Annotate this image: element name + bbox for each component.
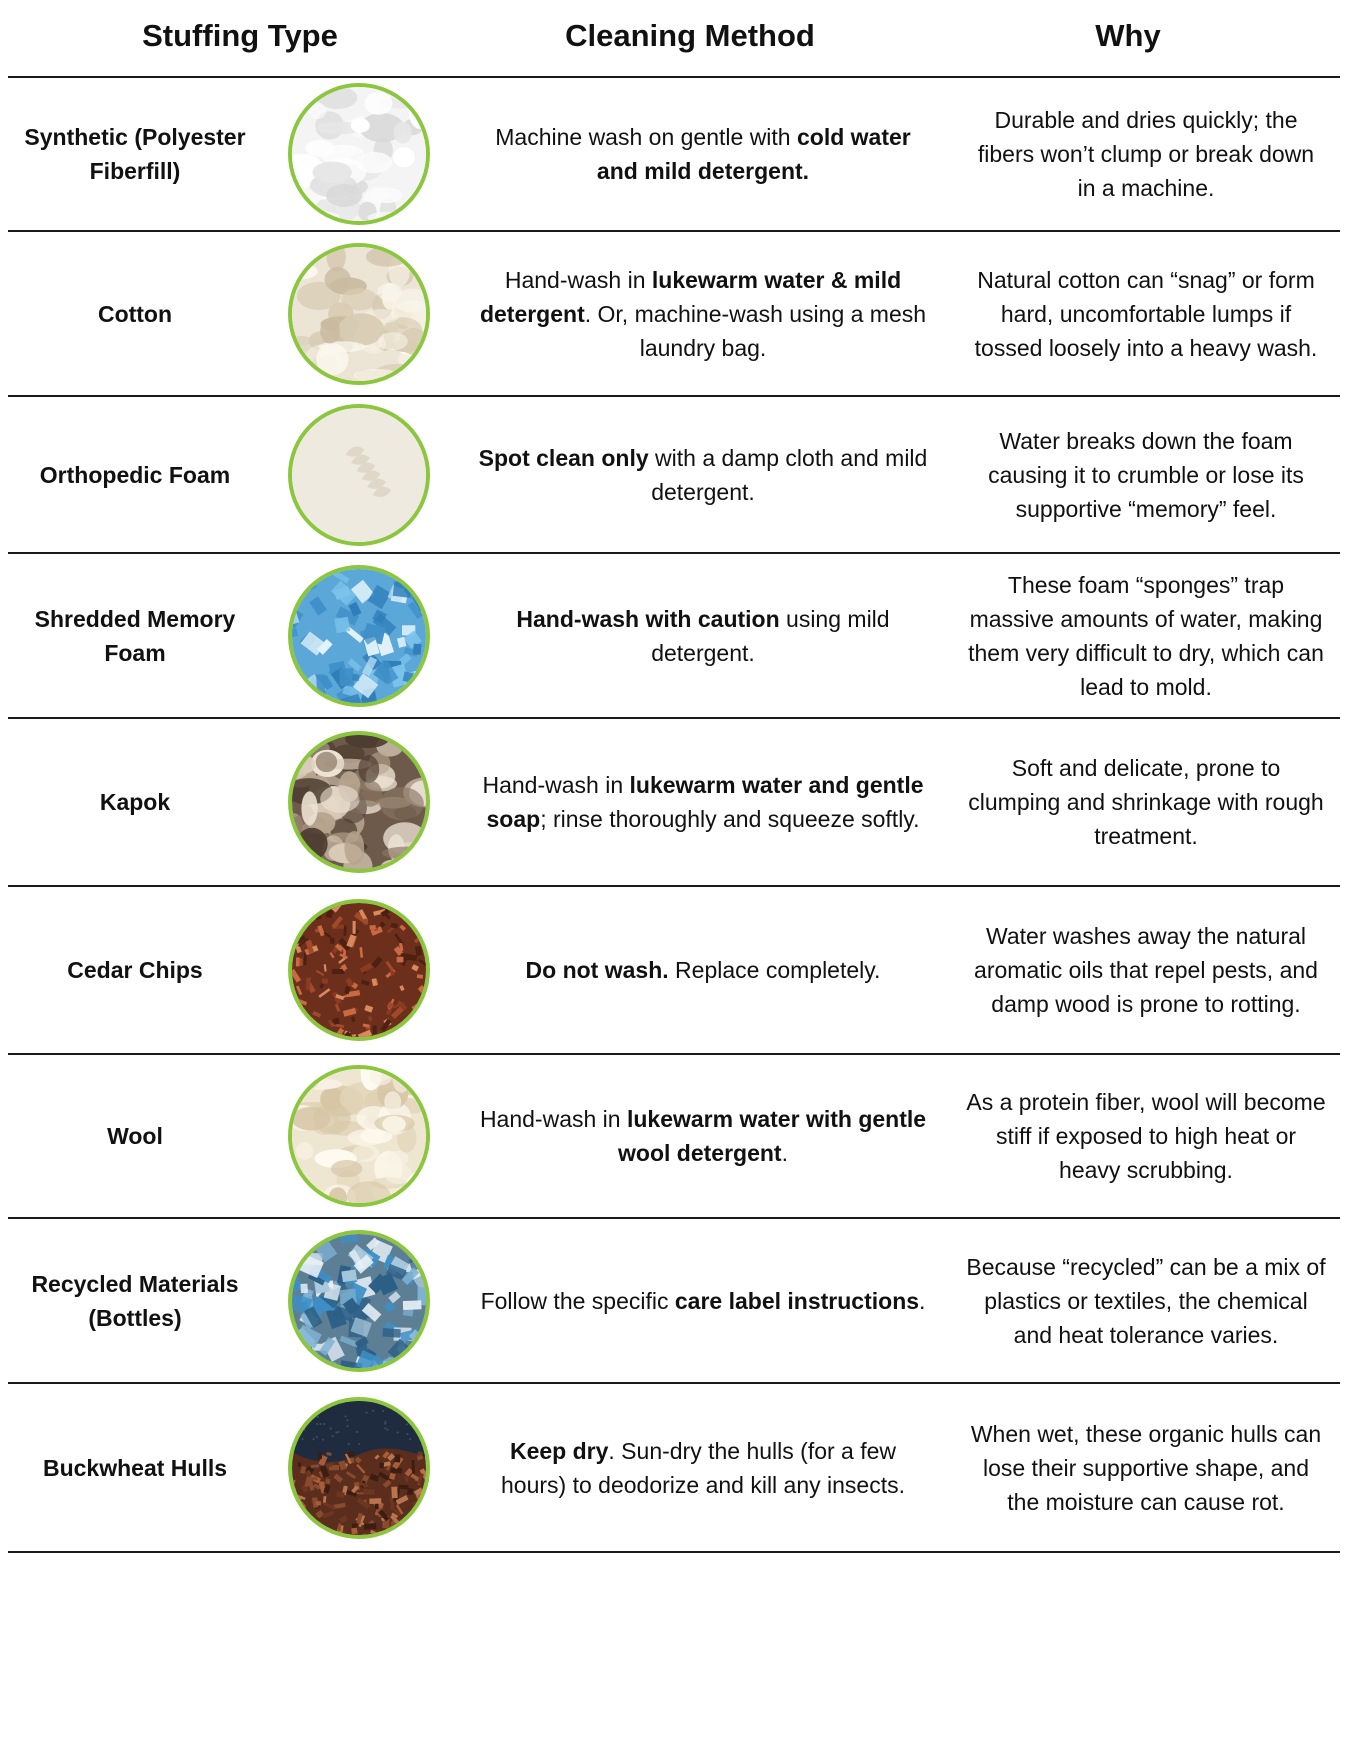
- method-text: Machine wash on gentle with: [495, 124, 797, 150]
- stuffing-image-cell: [282, 719, 436, 885]
- stuffing-image-cell: [282, 554, 436, 717]
- kapok-image: [288, 731, 430, 873]
- stuffing-type-label: Buckwheat Hulls: [42, 1454, 228, 1481]
- table-header: [0, 0, 1350, 84]
- method-text: . Or, machine-wash using a mesh laundry bag.: [584, 300, 927, 361]
- stuffing-type-label: Orthopedic Foam: [39, 461, 231, 488]
- stuffing-type-label: Cedar Chips: [67, 957, 203, 983]
- method-text: .: [781, 1140, 788, 1166]
- method-emphasis: Spot clean only: [478, 444, 649, 471]
- method-text: Hand-wash in: [504, 266, 652, 293]
- method-text: Follow the specific: [480, 1287, 675, 1314]
- stuffing-image-cell: [282, 397, 436, 552]
- method-emphasis: lukewarm water and gentle soap: [486, 772, 924, 832]
- stuffing-type-label: Synthetic (Polyester Fiberfill): [24, 124, 246, 184]
- table-row: [0, 554, 1350, 717]
- table-row: [0, 232, 1350, 395]
- why-text: As a protein fiber, wool will become stiff if exposed to high heat or heavy scrubbing.: [966, 1089, 1326, 1183]
- method-emphasis: Keep dry: [509, 1437, 609, 1464]
- method-text: ; rinse thoroughly and squeeze softly.: [540, 806, 920, 832]
- cleaning-method-text: [478, 719, 928, 885]
- recycled-bottles-image: [288, 1230, 430, 1372]
- method-text: Hand-wash in: [479, 1106, 627, 1132]
- cotton-image: [288, 243, 430, 385]
- cleaning-method-text: [478, 232, 928, 395]
- stuffing-type-label: Recycled Materials (Bottles): [31, 1270, 239, 1331]
- why-text: Because “recycled” can be a mix of plastics or textiles, the chemical and heat tolerance varies.: [966, 1253, 1326, 1348]
- stuffing-image-cell: [282, 78, 436, 230]
- header-why: Why: [1095, 18, 1161, 53]
- why-text: Natural cotton can “snag” or form hard, uncomfortable lumps if tossed loosely into a heavy wash.: [974, 266, 1318, 361]
- method-text: . Sun-dry the hulls (for a few hours) to deodorize and kill any insects.: [501, 1437, 905, 1498]
- stuffing-image-cell: [282, 1384, 436, 1551]
- cleaning-method-text: [478, 1055, 928, 1217]
- stuffing-type-label: Wool: [107, 1123, 163, 1149]
- method-text: using mild detergent.: [651, 605, 890, 666]
- method-emphasis: care label instructions: [674, 1287, 920, 1314]
- cleaning-method-text: [478, 887, 928, 1053]
- why-text: Water breaks down the foam causing it to crumble or lose its supportive “memory” feel.: [988, 427, 1304, 522]
- why-text: Soft and delicate, prone to clumping and shrinkage with rough treatment.: [968, 755, 1324, 849]
- header-cleaning-method: Cleaning Method: [565, 18, 815, 53]
- why-text: Durable and dries quickly; the fibers won’t clump or break down in a machine.: [977, 107, 1315, 201]
- method-emphasis: cold water and mild detergent.: [596, 124, 911, 184]
- stuffing-image-cell: [282, 887, 436, 1053]
- stuffing-image-cell: [282, 1219, 436, 1382]
- method-text: .: [919, 1287, 926, 1314]
- orthopedic-foam-image: [288, 404, 430, 546]
- method-emphasis: lukewarm water with gentle wool detergent: [618, 1106, 927, 1166]
- table-row: [0, 78, 1350, 230]
- stuffing-image-cell: [282, 1055, 436, 1217]
- cedar-chips-image: [288, 899, 430, 1041]
- stuffing-type-label: Cotton: [97, 300, 173, 327]
- cleaning-method-text: [478, 1384, 928, 1551]
- wool-image: [288, 1065, 430, 1207]
- cleaning-method-text: [478, 78, 928, 230]
- row-divider: [8, 1551, 1340, 1553]
- cleaning-method-text: [478, 1219, 928, 1382]
- table-row: [0, 1219, 1350, 1382]
- cleaning-method-text: [478, 397, 928, 552]
- shredded-memory-foam-image: [288, 565, 430, 707]
- method-text: Replace completely.: [668, 957, 881, 983]
- table-row: [0, 887, 1350, 1053]
- method-emphasis: lukewarm water & mild detergent: [479, 266, 902, 327]
- method-emphasis: Hand-wash with caution: [516, 605, 780, 632]
- method-text: with a damp cloth and mild detergent.: [648, 444, 928, 505]
- why-text: When wet, these organic hulls can lose their supportive shape, and the moisture can cause rot.: [970, 1420, 1322, 1515]
- stuffing-type-label: Shredded Memory Foam: [34, 605, 236, 666]
- polyester-fiberfill-image: [288, 83, 430, 225]
- table-row: [0, 1055, 1350, 1217]
- stuffing-image-cell: [282, 232, 436, 395]
- method-emphasis: Do not wash.: [525, 957, 669, 983]
- why-text: Water washes away the natural aromatic oils that repel pests, and damp wood is prone to rotting.: [974, 923, 1318, 1017]
- stuffing-type-label: Kapok: [99, 789, 171, 815]
- why-text: These foam “sponges” trap massive amounts of water, making them very difficult to dry, which can lead to mold.: [968, 571, 1324, 700]
- table-row: [0, 719, 1350, 885]
- header-stuffing-type: Stuffing Type: [142, 18, 338, 53]
- buckwheat-hulls-image: [288, 1397, 430, 1539]
- table-row: [0, 397, 1350, 552]
- method-text: Hand-wash in: [482, 772, 630, 798]
- table-row: [0, 1384, 1350, 1551]
- cleaning-method-text: [478, 554, 928, 717]
